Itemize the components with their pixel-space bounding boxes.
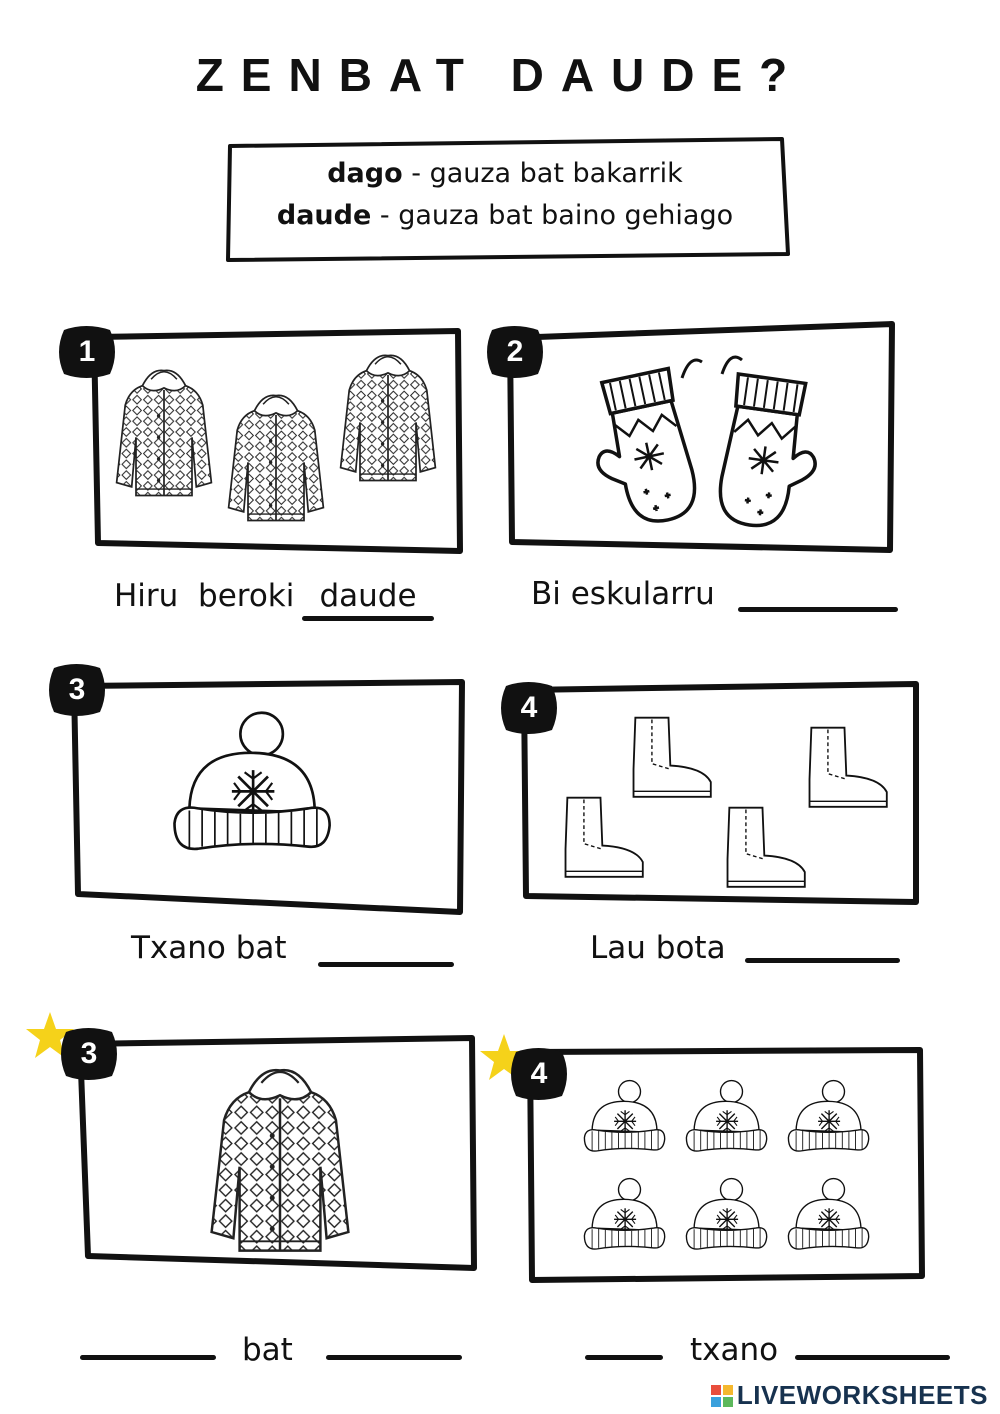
exercise-5-number: 3 — [80, 1037, 98, 1070]
exercise-6-badge — [508, 1046, 570, 1102]
exercise-4-blank[interactable] — [745, 958, 900, 963]
legend-box — [222, 136, 788, 260]
hat-icon — [578, 1076, 878, 1262]
legend-def-dago: - gauza bat bakarrik — [402, 158, 683, 189]
mittens-icon — [590, 348, 830, 528]
exercise-4 — [514, 680, 920, 908]
exercise-3 — [62, 676, 466, 916]
exercise-1-caption: Hiru beroki — [114, 578, 295, 614]
exercise-5 — [70, 1030, 476, 1274]
exercise-2-badge — [484, 324, 546, 380]
exercise-4-badge — [498, 680, 560, 736]
liveworksheets-logo-icon — [711, 1385, 733, 1407]
exercise-1-badge — [56, 324, 118, 380]
exercise-3-caption: Txano bat — [131, 930, 287, 966]
exercise-2-number: 2 — [506, 335, 524, 368]
liveworksheets-watermark — [711, 1380, 988, 1411]
legend-line-plural — [222, 200, 788, 231]
exercise-2-caption: Bi eskularru — [531, 576, 715, 612]
exercise-5-badge — [58, 1026, 120, 1082]
exercise-4-number: 4 — [520, 691, 538, 724]
exercise-4-caption: Lau bota — [590, 930, 726, 966]
exercise-1-answer[interactable]: daude — [319, 578, 417, 614]
exercise-5-blank-before[interactable] — [80, 1355, 216, 1360]
exercise-5-caption: bat — [242, 1332, 293, 1368]
hat-icon — [166, 710, 336, 860]
exercise-3-badge — [46, 662, 108, 718]
exercise-1 — [80, 325, 465, 555]
exercise-3-blank[interactable] — [318, 962, 454, 967]
exercise-6-blank-after[interactable] — [795, 1355, 950, 1360]
legend-frame — [222, 136, 788, 260]
exercise-5-blank-after[interactable] — [326, 1355, 462, 1360]
exercise-6 — [520, 1044, 926, 1284]
legend-def-daude: - gauza bat baino gehiago — [371, 200, 734, 231]
brand-name: LIVEWORKSHEETS — [736, 1380, 988, 1410]
exercise-6-blank-before[interactable] — [585, 1355, 663, 1360]
exercise-6-number: 4 — [530, 1057, 548, 1090]
exercise-2 — [500, 318, 898, 558]
exercise-1-blank[interactable] — [302, 616, 434, 621]
legend-term-dago: dago — [327, 158, 403, 189]
worksheet-title: ZENBAT DAUDE? — [195, 49, 805, 101]
exercise-1-number: 1 — [78, 335, 96, 368]
exercise-3-number: 3 — [68, 673, 86, 706]
exercise-2-blank[interactable] — [738, 607, 898, 612]
jacket-icon — [200, 1058, 360, 1260]
legend-line-singular — [222, 158, 788, 189]
legend-term-daude: daude — [276, 200, 372, 231]
exercise-6-caption: txano — [690, 1332, 779, 1368]
jacket-icon — [110, 347, 450, 532]
boot-icon — [558, 710, 908, 895]
